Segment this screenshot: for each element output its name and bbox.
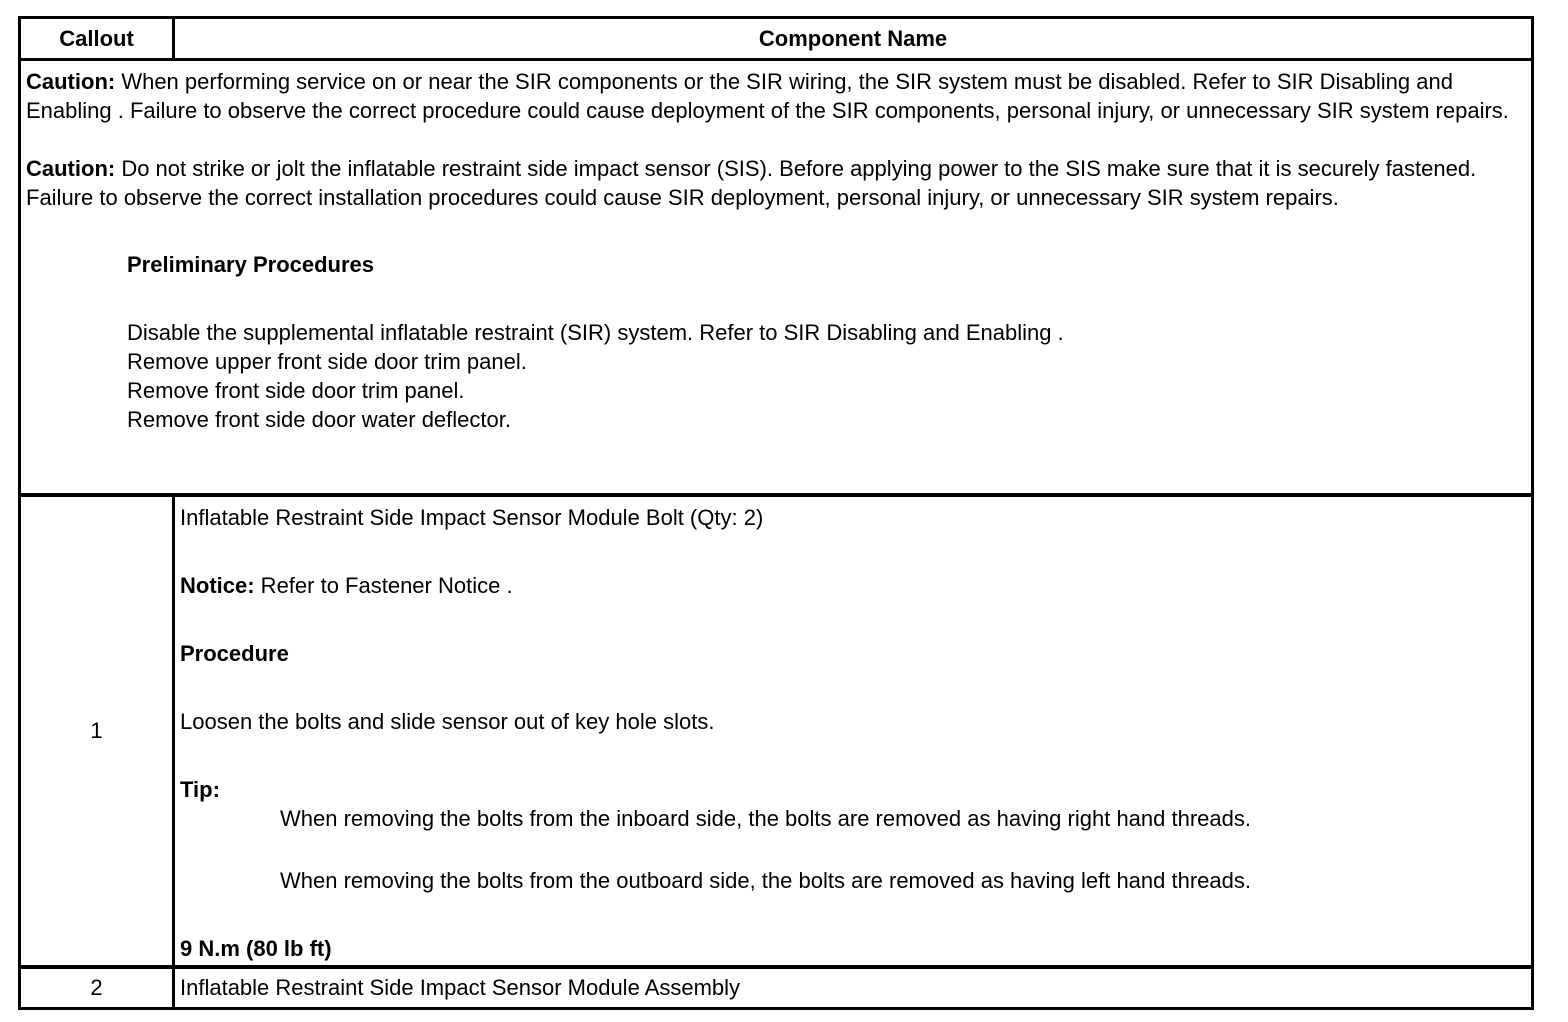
preliminary-step: Remove upper front side door trim panel. (127, 349, 527, 374)
notice (180, 571, 1531, 600)
caution-1 (26, 67, 1525, 125)
preliminary-step: Disable the supplemental inflatable restraint (SIR) system. Refer to SIR Disabling and Enabling . (127, 320, 1064, 345)
component-name: Inflatable Restraint Side Impact Sensor Module Assembly (180, 975, 741, 1000)
tip-label: Tip: (180, 777, 220, 802)
caution-cell (21, 61, 1531, 493)
preliminary-heading: Preliminary Procedures (127, 252, 375, 277)
caution-2 (26, 154, 1525, 212)
component-table (18, 16, 1534, 1010)
tip-text: When removing the bolts from the inboard side, the bolts are removed as having right hand threads. (280, 806, 1251, 831)
table-row (21, 969, 1531, 1007)
caution-label: Caution: (26, 156, 116, 181)
notice-text: Refer to Fastener Notice . (254, 573, 513, 598)
caution-text: When performing service on or near the SIR components or the SIR wiring, the SIR system must be disabled. Refer to SIR Disabling and Enabling . Failure to observe the correct procedure could cause deployment of the SIR components, personal injury, or unnecessary SIR system repairs. (26, 69, 1509, 123)
callout-number: 2 (21, 969, 175, 1007)
component-name-cell (175, 497, 1531, 965)
caution-row (21, 61, 1531, 497)
header-component-name: Component Name (758, 25, 948, 51)
preliminary-step: Remove front side door trim panel. (127, 378, 465, 403)
caution-text: Do not strike or jolt the inflatable restraint side impact sensor (SIS). Before applying power to the SIS make sure that it is securely fastened. Failure to observe the correct installation procedures could cause SIR deployment, personal injury, or unnecessary SIR system repairs. (26, 156, 1477, 210)
procedure-text: Loosen the bolts and slide sensor out of key hole slots. (180, 709, 715, 734)
procedure-heading: Procedure (180, 641, 289, 666)
component-name: Inflatable Restraint Side Impact Sensor Module Bolt (Qty: 2) (180, 505, 764, 530)
callout-number: 1 (21, 497, 175, 965)
table-header (21, 19, 1531, 61)
caution-label: Caution: (26, 69, 116, 94)
torque-spec: 9 N.m (80 lb ft) (180, 936, 332, 961)
table-row (21, 497, 1531, 969)
tip-text: When removing the bolts from the outboard side, the bolts are removed as having left hand threads. (280, 868, 1251, 893)
notice-label: Notice: (180, 573, 255, 598)
header-callout: Callout (21, 19, 175, 58)
preliminary-step: Remove front side door water deflector. (127, 407, 511, 432)
